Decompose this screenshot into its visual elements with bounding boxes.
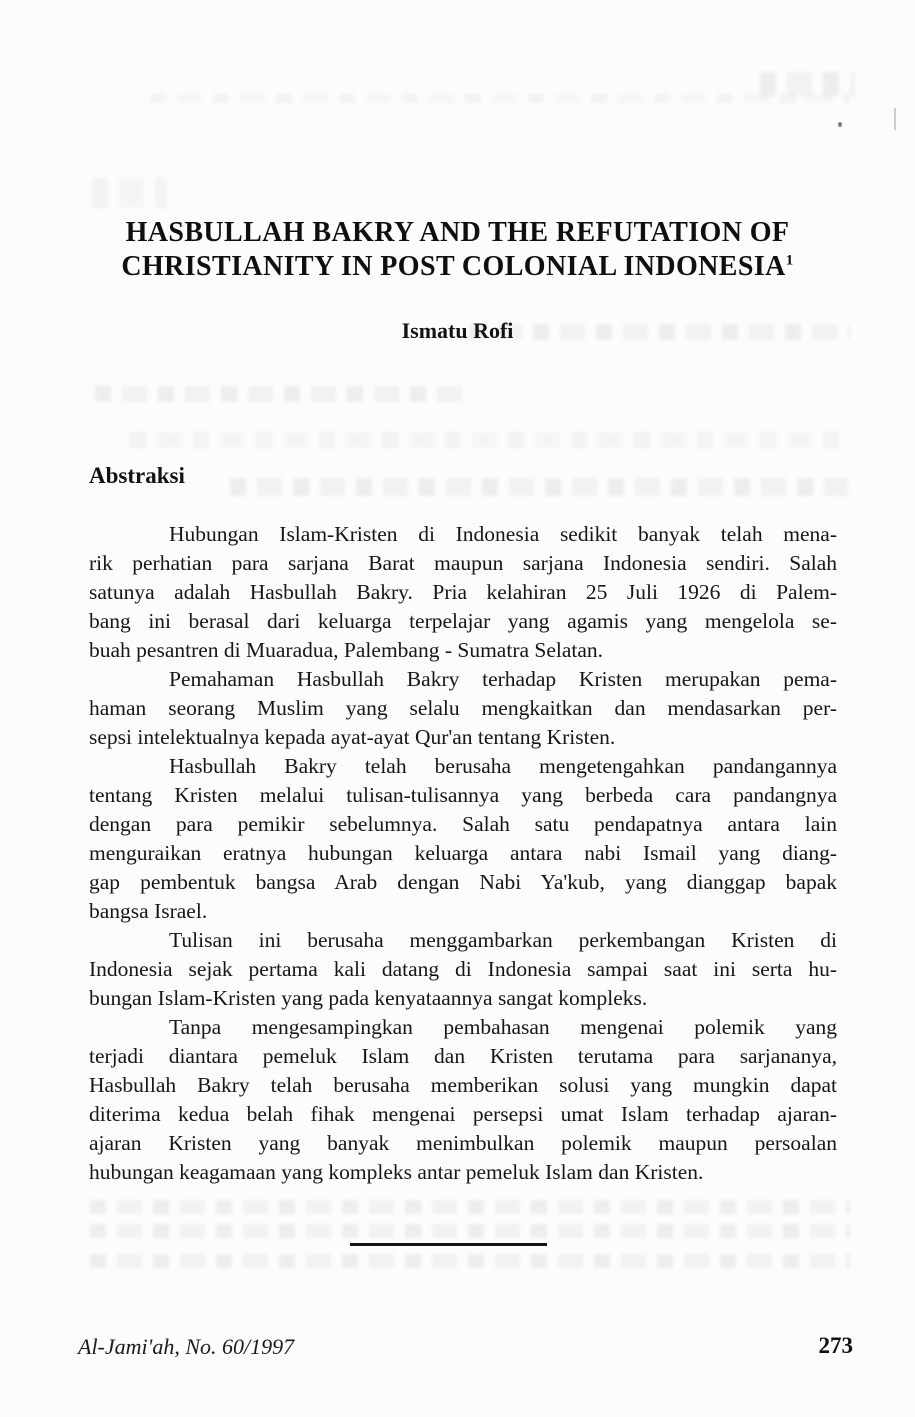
abstract-paragraph-4 (89, 926, 837, 1013)
abstract-line: satunya adalah Hasbullah Bakry. Pria kelahiran 25 Juli 1926 di Palem- (89, 580, 837, 604)
bleed-through-mark (760, 72, 855, 96)
abstract-paragraph-2 (89, 665, 837, 752)
bleed-through-mark (92, 178, 167, 208)
footnote-separator-rule (350, 1243, 547, 1246)
abstract-line: Hasbullah Bakry telah berusaha mengetengahkan pandangannya (169, 754, 837, 778)
bleed-through-mark (95, 386, 465, 402)
abstract-line: dengan para pemikir sebelumnya. Salah satu pendapatnya antara lain (89, 812, 837, 836)
journal-reference: Al-Jami'ah, No. 60/1997 (78, 1334, 295, 1359)
author-name: Ismatu Rofi (401, 318, 514, 343)
article-title-line2: CHRISTIANITY IN POST COLONIAL INDONESIA (121, 251, 786, 282)
abstract-line: bang ini berasal dari keluarga terpelajar yang agamis yang mengelola se- (89, 609, 837, 633)
abstract-line: terjadi diantara pemeluk Islam dan Kristen terutama para sarjananya, (89, 1044, 837, 1068)
abstract-line: Hubungan Islam-Kristen di Indonesia sedikit banyak telah mena- (169, 522, 837, 546)
abstract-line: diterima kedua belah fihak mengenai persepsi umat Islam terhadap ajaran- (89, 1102, 837, 1126)
article-title-line1: HASBULLAH BAKRY AND THE REFUTATION OF (125, 217, 790, 248)
abstract-line: menguraikan eratnya hubungan keluarga antara nabi Ismail yang diang- (89, 841, 837, 865)
abstract-line: ajaran Kristen yang banyak menimbulkan polemik maupun persoalan (89, 1131, 837, 1155)
abstract-heading: Abstraksi (89, 463, 185, 488)
abstract-line: Pemahaman Hasbullah Bakry terhadap Kristen merupakan pema- (169, 667, 837, 691)
bleed-through-mark (230, 478, 848, 496)
abstract-paragraph-3 (89, 752, 837, 926)
article-title (0, 216, 915, 284)
page-number: 273 (818, 1333, 853, 1358)
abstract-line: buah pesantren di Muaradua, Palembang - Sumatra Selatan. (89, 638, 604, 662)
abstract-line: rik perhatian para sarjana Barat maupun sarjana Indonesia sendiri. Salah (89, 551, 837, 575)
footnote-marker: 1 (785, 252, 794, 269)
abstract-line: hubungan keagamaan yang kompleks antar pemeluk Islam dan Kristen. (89, 1160, 704, 1184)
bleed-through-mark (90, 1254, 850, 1268)
abstract-line: haman seorang Muslim yang selalu mengkaitkan dan mendasarkan per- (89, 696, 837, 720)
bleed-through-mark (90, 1200, 850, 1214)
abstract-line: Tulisan ini berusaha menggambarkan perkembangan Kristen di (169, 928, 837, 952)
abstract-line: Indonesia sejak pertama kali datang di Indonesia sampai saat ini serta hu- (89, 957, 837, 981)
ink-speck (838, 122, 842, 127)
bleed-through-mark (150, 94, 850, 103)
abstract-line: bangsa Israel. (89, 899, 208, 923)
abstract-paragraph-1 (89, 520, 837, 665)
abstract-line: gap pembentuk bangsa Arab dengan Nabi Ya'kub, yang dianggap bapak (89, 870, 837, 894)
abstract-body (89, 520, 837, 1187)
abstract-line: Hasbullah Bakry telah berusaha memberikan solusi yang mungkin dapat (89, 1073, 837, 1097)
bleed-through-mark (90, 1224, 850, 1238)
abstract-line: tentang Kristen melalui tulisan-tulisannya yang berbeda cara pandangnya (89, 783, 837, 807)
abstract-paragraph-5 (89, 1013, 837, 1187)
bleed-through-mark (130, 432, 848, 448)
abstract-line: Tanpa mengesampingkan pembahasan mengenai polemik yang (169, 1015, 837, 1039)
abstract-line: bungan Islam-Kristen yang pada kenyataannya sangat kompleks. (89, 986, 648, 1010)
scan-edge-mark (894, 108, 896, 130)
abstract-line: sepsi intelektualnya kepada ayat-ayat Qur'an tentang Kristen. (89, 725, 616, 749)
